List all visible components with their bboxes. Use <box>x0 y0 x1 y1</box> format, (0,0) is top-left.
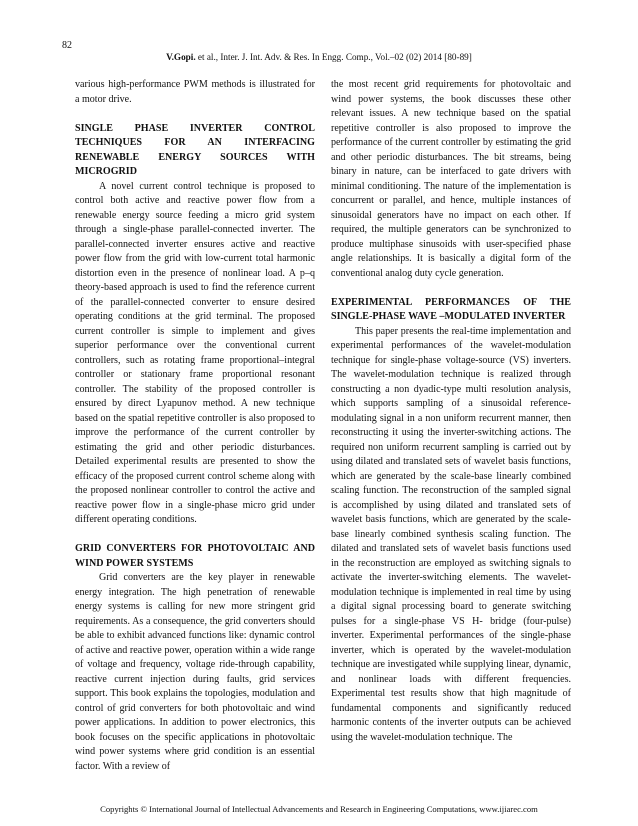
right-column <box>331 78 571 745</box>
section-heading-grid-converters: GRID CONVERTERS FOR PHOTOVOLTAIC AND WIND POWER SYSTEMS <box>75 543 315 569</box>
continuation-paragraph: the most recent grid requirements for photovoltaic and wind power systems, the book discusses these other relevant issues. A new technique based on the spatial repetitive controller is also proposed to improve the performance of the current controller by estimating the grid and other periodic disturbances. The bit streams, being binary in nature, can be interfaced to gate drivers with minimal conditioning. The nature of the implementation is concurrent or parallel, and hence, multiple instances of sinusoidal generators have no impact on each other. If required, the multiple generators can be synchronized to produce multiphase sinusoids with user-specified phase angle relationships. It is basically a digital form of the conventional analog duty cycle generation. <box>331 79 571 279</box>
left-column <box>75 78 315 774</box>
section-heading-single-phase-inverter: SINGLE PHASE INVERTER CONTROL TECHNIQUES FOR AN INTERFACING RENEWABLE ENERGY SOURCES WITH MICROGRID <box>75 122 315 177</box>
page-number: 82 <box>62 40 72 51</box>
section-heading-experimental-performances: EXPERIMENTAL PERFORMANCES OF THE SINGLE-PHASE WAVE –MODULATED INVERTER <box>331 296 571 322</box>
section-body-experimental-performances: This paper presents the real-time implementation and experimental performances of the wavelet-modulation technique for single-phase voltage-source (VS) inverters. The wavelet-modulation technique is realized through constructing a non dyadic-type multi resolution analysis, which supports sampling of a sinusoidal reference-modulating signal in a non uniform recurrent manner, then reconstructing it using the inverter-switching actions. The required non uniform recurrent sampling is carried out by using dilated and translated sets of wavelet basis functions, which are generated by the scale-base linearly combined scaling function. The reconstruction of the sampled signal is accomplished by using dilated and translated sets of wavelet basis functions, which are generated by the scale-base linearly combined synthesis scaling function. The dilated and translated sets of wavelet basis functions used in the reconstruction are employed as switching signals to activate the inverter-switching elements. The wavelet-modulation technique is implemented in real time by using a digital signal processing board to generate switching pulses for a single-phase VS H- bridge (four-pulse) inverter. Experimental performances of the single-phase inverter, which is operated by the wavelet-modulation technique are investigated while supplying linear, dynamic, and nonlinear loads with different frequencies. Experimental test results show that high magnitude of fundamental components and significantly reduced harmonic contents of the inverter outputs can be achieved using the wavelet-modulation technique. The <box>331 325 571 743</box>
section-body-single-phase-inverter: A novel current control technique is proposed to control both active and reactive power flow from a renewable energy source feeding a micro grid system through a single-phase parallel-connected inverter. The parallel-connected inverter ensures active and reactive power flow from the grid with low-current total harmonic distortion even in the presence of nonlinear load. A p–q theory-based approach is used to find the reference current of the parallel-connected converter to ensure desired operating conditions at the grid terminal. The proposed current controller is simple to implement and gives superior performance over the conventional current controllers, such as rotating frame proportional–integral controller or stationary frame proportional resonant controller. The stability of the proposed controller is ensured by direct Lyapunov method. A new technique based on the spatial repetitive controller is also proposed to improve the performance of the current controller by estimating the grid and other periodic disturbances. Detailed experimental results are presented to show the efficacy of the proposed current control scheme along with the proposed nonlinear controller to control the active and reactive power flow in a single-phase micro grid under different operating conditions. <box>75 180 315 525</box>
running-header <box>0 52 638 62</box>
header-citation: et al., Inter. J. Int. Adv. & Res. In Engg. Comp., Vol.–02 (02) 2014 [80-89] <box>195 52 472 62</box>
section-body-grid-converters: Grid converters are the key player in renewable energy integration. The high penetration of renewable energy systems is calling for new more stringent grid requirements. As a consequence, the grid converters should be able to exhibit advanced functions like: dynamic control of active and reactive power, operation within a wide range of voltage and frequency, voltage ride-through capability, reactive current injection during faults, grid services support. This book explains the topologies, modulation and control of grid converters for both photovoltaic and wind power applications. In addition to power electronics, this book focuses on the specific applications in photovoltaic wind power systems where grid condition is an essential factor. With a review of <box>75 572 315 772</box>
copyright-footer: Copyrights © International Journal of Intellectual Advancements and Research in Engineering Computations, www.ijiarec.com <box>100 804 538 814</box>
header-author: V.Gopi. <box>166 52 196 62</box>
intro-paragraph: various high-performance PWM methods is illustrated for a motor drive. <box>75 79 315 105</box>
